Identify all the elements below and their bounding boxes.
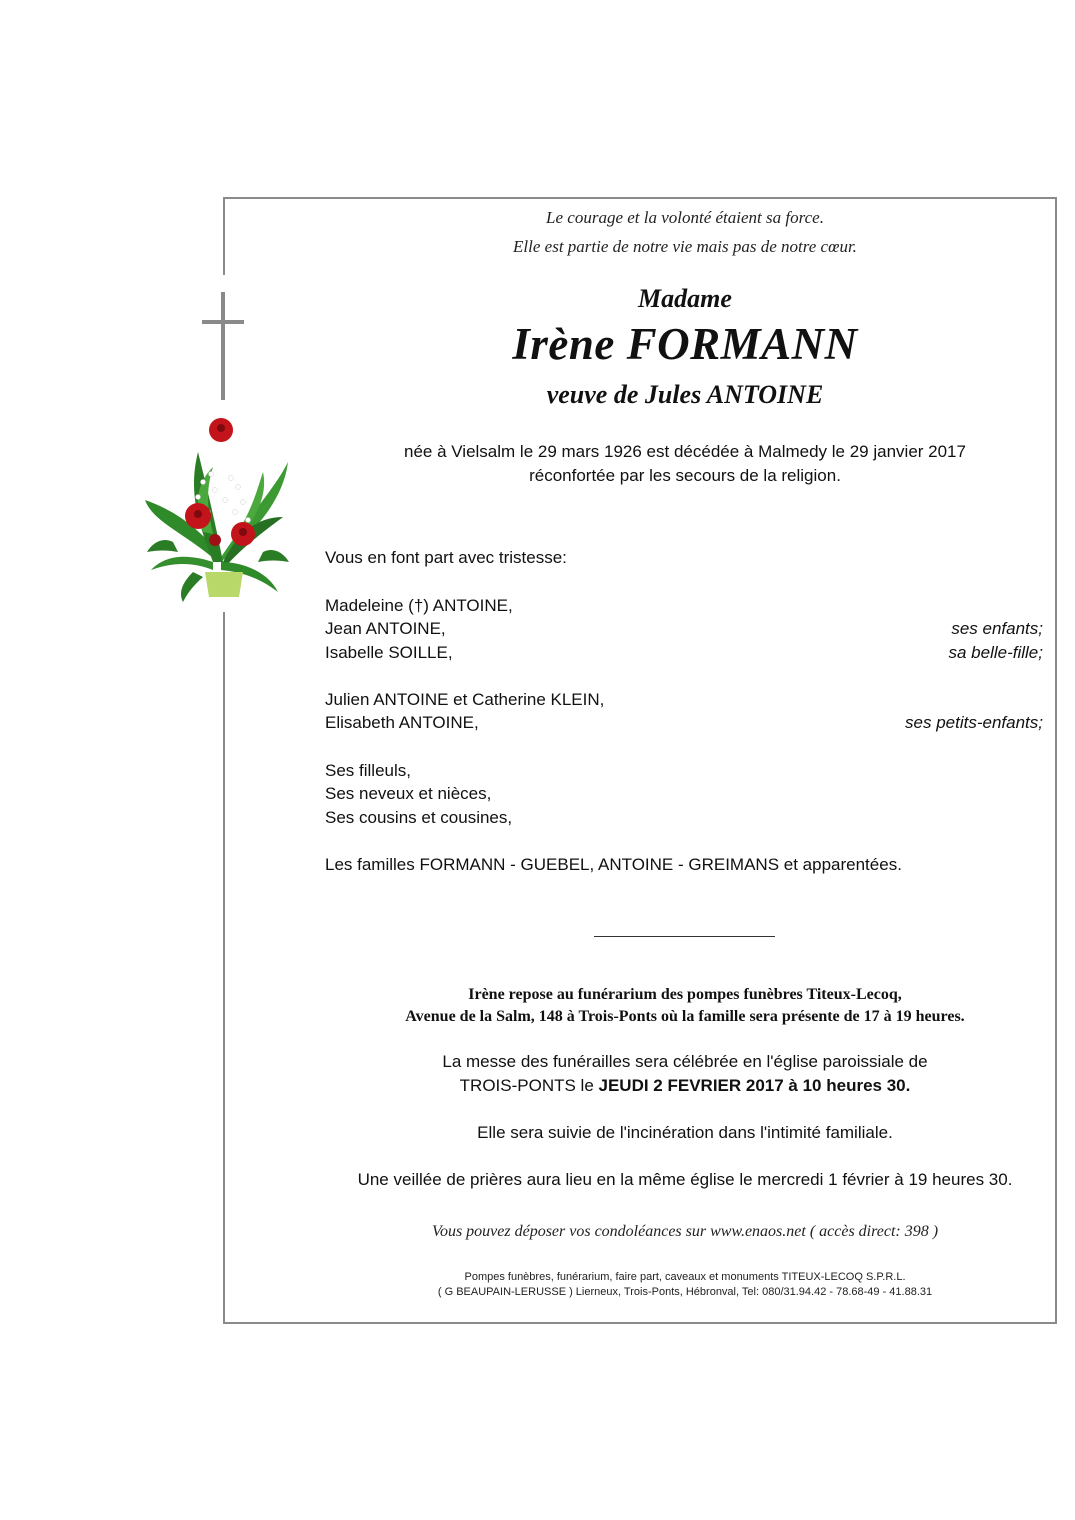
flower-bouquet-icon [143,412,293,604]
family-role: sa belle-fille; [948,643,1043,662]
family-member: Jean ANTOINE, [325,619,446,638]
family-member: Ses neveux et nièces, [325,784,492,803]
mass-date: JEUDI 2 FEVRIER 2017 à 10 heures 30. [598,1076,911,1095]
deceased-name: Irène FORMANN [512,319,858,369]
condolences-line: Vous pouvez déposer vos condoléances sur www.enaos.net ( accès direct: 398 ) [431,1223,939,1240]
family-member: Ses cousins et cousines, [325,808,513,827]
family-role: ses enfants; [951,619,1043,638]
frame-top-border [224,197,1057,199]
family-row [325,690,1043,712]
family-row [325,713,1043,735]
frame-right-border [1055,197,1057,1324]
repose-line-1: Irène repose au funérarium des pompes funèbres Titeux-Lecoq, [468,986,902,1003]
family-row [325,761,1043,783]
family-row [325,808,1043,830]
separator-line [594,936,775,937]
frame-left-border-lower [223,612,225,1324]
family-row [325,643,1043,665]
family-member: Elisabeth ANTOINE, [325,713,479,732]
quote-line-2: Elle est partie de notre vie mais pas de notre cœur. [513,237,857,256]
frame-bottom-border [224,1322,1057,1324]
family-row [325,784,1043,806]
vigil-line: Une veillée de prières aura lieu en la même église le mercredi 1 février à 19 heures 30. [357,1170,1013,1189]
mass-line-2 [320,1076,1050,1096]
family-member: Ses filleuls, [325,761,411,780]
family-row [325,596,1043,618]
honorific-title: Madame [638,284,732,313]
mass-place: TROIS-PONTS le [459,1076,599,1095]
footer-line-1: Pompes funèbres, funérarium, faire part, caveaux et monuments TITEUX-LECOQ S.P.R.L. [464,1271,906,1283]
quote-line-1: Le courage et la volonté étaient sa force. [546,208,824,227]
mass-line-1: La messe des funérailles sera célébrée en l'église paroissiale de [442,1052,928,1071]
spouse-line: veuve de Jules ANTOINE [546,380,824,409]
family-member: Isabelle SOILLE, [325,643,453,662]
footer-line-2: ( G BEAUPAIN-LERUSSE ) Lierneux, Trois-Ponts, Hébronval, Tel: 080/31.94.42 - 78.68-49 - 41.88.31 [437,1286,933,1298]
frame-left-border-upper [223,197,225,275]
family-member: Julien ANTOINE et Catherine KLEIN, [325,690,605,709]
religion-line: réconfortée par les secours de la religion. [529,466,841,485]
family-row [325,619,1043,641]
announcement-intro: Vous en font part avec tristesse: [325,548,567,567]
families-line: Les familles FORMANN - GUEBEL, ANTOINE - GREIMANS et apparentées. [325,855,902,874]
family-role: ses petits-enfants; [905,713,1043,732]
family-member: Madeleine (†) ANTOINE, [325,596,513,615]
birth-death-line: née à Vielsalm le 29 mars 1926 est décédée à Malmedy le 29 janvier 2017 [404,442,966,461]
repose-line-2: Avenue de la Salm, 148 à Trois-Ponts où la famille sera présente de 17 à 19 heures. [405,1008,965,1025]
cremation-line: Elle sera suivie de l'incinération dans l'intimité familiale. [477,1123,893,1142]
cross-icon [200,292,246,402]
